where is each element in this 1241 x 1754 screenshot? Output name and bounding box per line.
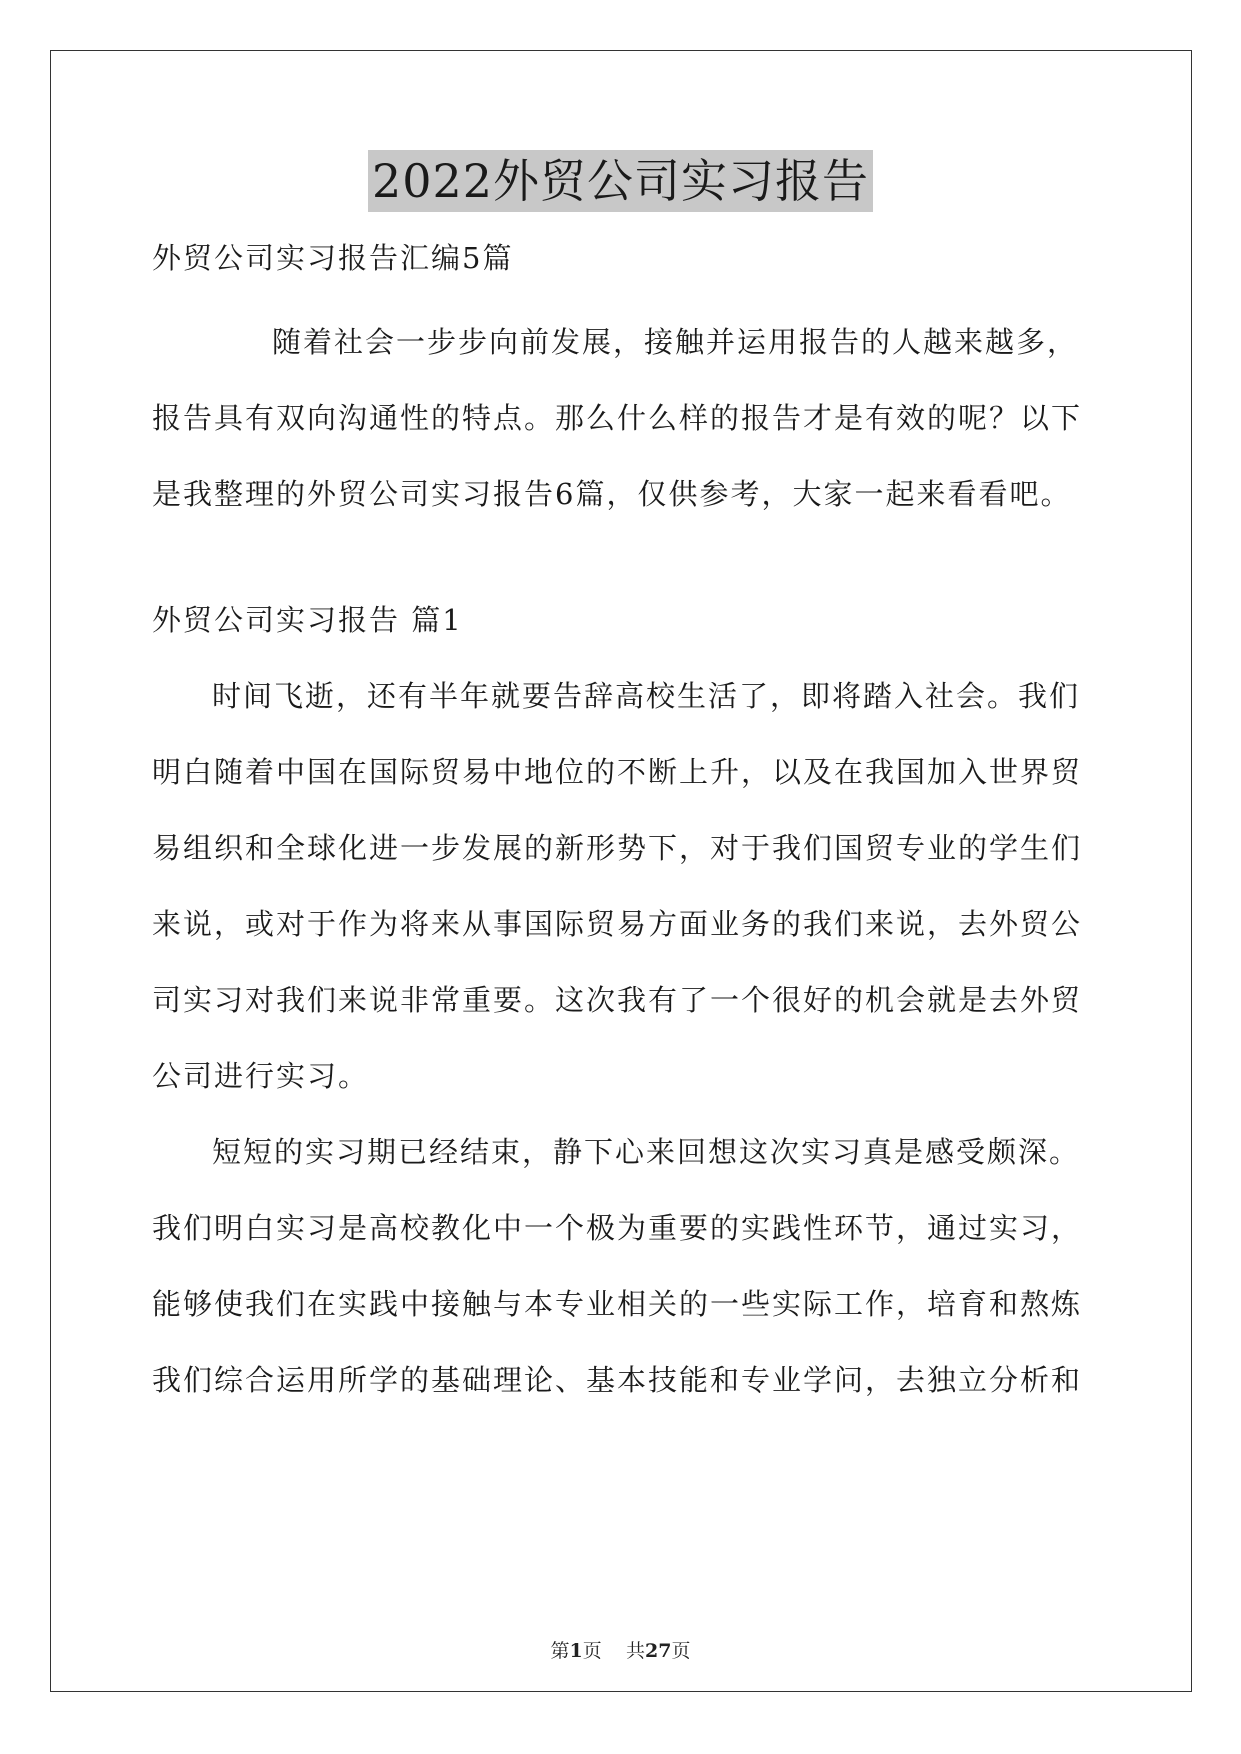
document-title: 2022外贸公司实习报告 — [368, 150, 873, 212]
intro-line: 是我整理的外贸公司实习报告6篇，仅供参考，大家一起来看看吧。 — [152, 477, 1072, 511]
page-border — [50, 50, 1192, 1692]
title-container — [0, 150, 1241, 212]
paragraph-line: 我们明白实习是高校教化中一个极为重要的实践性环节，通过实习， — [152, 1211, 1083, 1245]
page-number: 1 — [569, 1640, 583, 1662]
paragraph-line: 能够使我们在实践中接触与本专业相关的一些实际工作，培育和熬炼 — [152, 1287, 1083, 1321]
subtitle: 外贸公司实习报告汇编5篇 — [152, 241, 514, 275]
section-heading: 外贸公司实习报告 篇1 — [152, 603, 463, 637]
paragraph-line: 司实习对我们来说非常重要。这次我有了一个很好的机会就是去外贸 — [152, 983, 1083, 1017]
intro-line: 报告具有双向沟通性的特点。那么什么样的报告才是有效的呢？以下 — [152, 401, 1083, 435]
total-pages: 27 — [644, 1640, 672, 1662]
page-suffix: 页 — [582, 1640, 602, 1662]
paragraph-line: 短短的实习期已经结束，静下心来回想这次实习真是感受颇深。 — [212, 1135, 1081, 1169]
page-footer — [0, 1636, 1241, 1663]
paragraph-line: 时间飞逝，还有半年就要告辞高校生活了，即将踏入社会。我们 — [212, 679, 1081, 713]
paragraph-line: 来说，或对于作为将来从事国际贸易方面业务的我们来说，去外贸公 — [152, 907, 1083, 941]
paragraph-line: 公司进行实习。 — [152, 1059, 370, 1093]
page-prefix: 第 — [550, 1640, 570, 1662]
paragraph-line: 明白随着中国在国际贸易中地位的不断上升，以及在我国加入世界贸 — [152, 755, 1083, 789]
paragraph-line: 我们综合运用所学的基础理论、基本技能和专业学问，去独立分析和 — [152, 1363, 1083, 1397]
paragraph-line: 易组织和全球化进一步发展的新形势下，对于我们国贸专业的学生们 — [152, 831, 1083, 865]
total-prefix: 共 — [625, 1640, 645, 1662]
total-suffix: 页 — [671, 1640, 691, 1662]
intro-line: 随着社会一步步向前发展，接触并运用报告的人越来越多， — [272, 325, 1079, 359]
